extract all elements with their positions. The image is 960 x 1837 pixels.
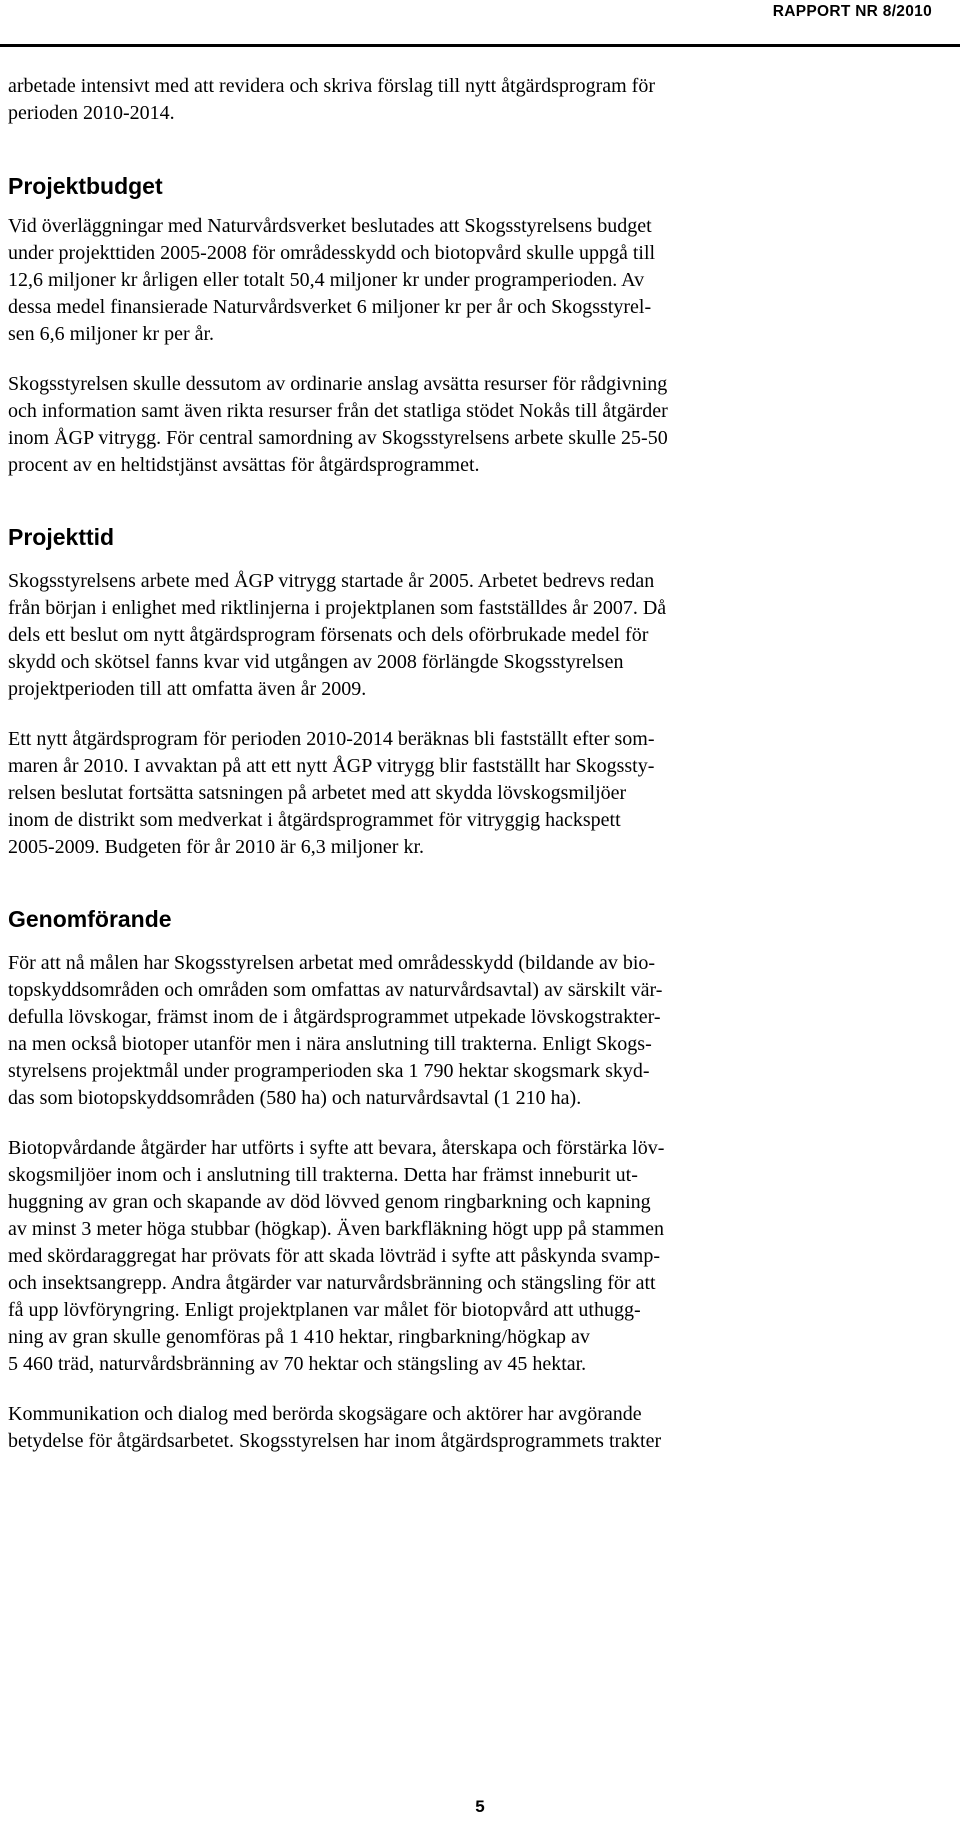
text-line: topskyddsområden och områden som omfattas av naturvårdsavtal) av särskilt vär-: [8, 979, 663, 1001]
text-line: under projekttiden 2005-2008 för områdesskydd och biotopvård skulle uppgå till: [8, 242, 656, 264]
text-line: inom ÅGP vitrygg. För central samordning av Skogsstyrelsens arbete skulle 25-50: [8, 427, 668, 449]
page-header: [0, 0, 960, 45]
text-line: procent av en heltidstjänst avsättas för åtgärdsprogrammet.: [8, 454, 480, 476]
paragraph: [8, 213, 926, 348]
paragraph: [8, 1401, 926, 1455]
text-line: få upp lövföryngring. Enligt projektplanen var målet för biotopvård att uthugg-: [8, 1299, 641, 1321]
text-line: Biotopvårdande åtgärder har utförts i syfte att bevara, återskapa och förstärka löv-: [8, 1137, 665, 1159]
header-rule: [0, 44, 960, 47]
text-line: Ett nytt åtgärdsprogram för perioden 2010-2014 beräknas bli fastställt efter som-: [8, 728, 655, 750]
page-number: 5: [475, 1797, 485, 1816]
section-heading-projekttid: Projekttid: [8, 524, 115, 550]
text-line: Skogsstyrelsens arbete med ÅGP vitrygg startade år 2005. Arbetet bedrevs redan: [8, 570, 655, 592]
text-line: Vid överläggningar med Naturvårdsverket beslutades att Skogsstyrelsens budget: [8, 215, 652, 237]
paragraph: [8, 950, 926, 1112]
text-line: perioden 2010-2014.: [8, 102, 175, 124]
paragraph: [8, 371, 926, 479]
text-line: från början i enlighet med riktlinjerna i projektplanen som fastställdes år 2007. Då: [8, 597, 667, 619]
text-line: och information samt även rikta resurser från det statliga stödet Nokås till åtgärder: [8, 400, 668, 422]
text-line: styrelsens projektmål under programperioden ska 1 790 hektar skogsmark skyd-: [8, 1060, 650, 1082]
text-line: das som biotopskyddsområden (580 ha) och naturvårdsavtal (1 210 ha).: [8, 1087, 582, 1109]
text-line: projektperioden till att omfatta även år 2009.: [8, 678, 367, 700]
text-line: dels ett beslut om nytt åtgärdsprogram försenats och dels oförbrukade medel för: [8, 624, 649, 646]
text-line: med skördaraggregat har prövats för att skada lövträd i syfte att påskynda svamp-: [8, 1245, 661, 1267]
text-line: arbetade intensivt med att revidera och skriva förslag till nytt åtgärdsprogram för: [8, 75, 656, 97]
section-heading-projektbudget: Projektbudget: [8, 173, 163, 199]
text-line: na men också biotoper utanför men i nära anslutning till trakterna. Enligt Skogs-: [8, 1033, 652, 1055]
paragraph: [8, 73, 926, 127]
report-title: RAPPORT NR 8/2010: [772, 3, 932, 20]
text-line: relsen beslutat fortsätta satsningen på arbetet med att skydda lövskogsmiljöer: [8, 782, 627, 804]
text-line: Kommunikation och dialog med berörda skogsägare och aktörer har avgörande: [8, 1403, 642, 1425]
section-heading-genomforande: Genomförande: [8, 906, 172, 932]
paragraph: [8, 726, 926, 861]
paragraph: [8, 568, 926, 703]
text-line: av minst 3 meter höga stubbar (högkap). Även barkfläkning högt upp på stammen: [8, 1218, 664, 1240]
text-line: och insektsangrepp. Andra åtgärder var naturvårdsbränning och stängsling för att: [8, 1272, 656, 1294]
text-line: huggning av gran och skapande av död lövved genom ringbarkning och kapning: [8, 1191, 651, 1213]
text-line: Skogsstyrelsen skulle dessutom av ordinarie anslag avsätta resurser för rådgivning: [8, 373, 668, 395]
text-line: 12,6 miljoner kr årligen eller totalt 50,4 miljoner kr under programperioden. Av: [8, 269, 645, 291]
text-line: 2005-2009. Budgeten för år 2010 är 6,3 miljoner kr.: [8, 836, 425, 858]
text-line: inom de distrikt som medverkat i åtgärdsprogrammet för vitryggig hackspett: [8, 809, 621, 831]
text-line: ning av gran skulle genomföras på 1 410 hektar, ringbarkning/högkap av: [8, 1326, 590, 1348]
text-line: maren år 2010. I avvaktan på att ett nytt ÅGP vitrygg blir fastställt har Skogssty-: [8, 755, 655, 777]
text-line: skydd och skötsel fanns kvar vid utgången av 2008 förlängde Skogsstyrelsen: [8, 651, 624, 673]
text-line: 5 460 träd, naturvårdsbränning av 70 hektar och stängsling av 45 hektar.: [8, 1353, 587, 1375]
document-body: [8, 73, 926, 1455]
text-line: betydelse för åtgärdsarbetet. Skogsstyrelsen har inom åtgärdsprogrammets trakter: [8, 1430, 662, 1452]
text-line: dessa medel finansierade Naturvårdsverket 6 miljoner kr per år och Skogsstyrel-: [8, 296, 652, 318]
text-line: sen 6,6 miljoner kr per år.: [8, 323, 215, 345]
text-line: skogsmiljöer inom och i anslutning till trakterna. Detta har främst inneburit ut-: [8, 1164, 638, 1186]
paragraph: [8, 1135, 926, 1378]
text-line: För att nå målen har Skogsstyrelsen arbetat med områdesskydd (bildande av bio-: [8, 952, 656, 974]
text-line: defulla lövskogar, främst inom de i åtgärdsprogrammet utpekade lövskogstrakter-: [8, 1006, 661, 1028]
